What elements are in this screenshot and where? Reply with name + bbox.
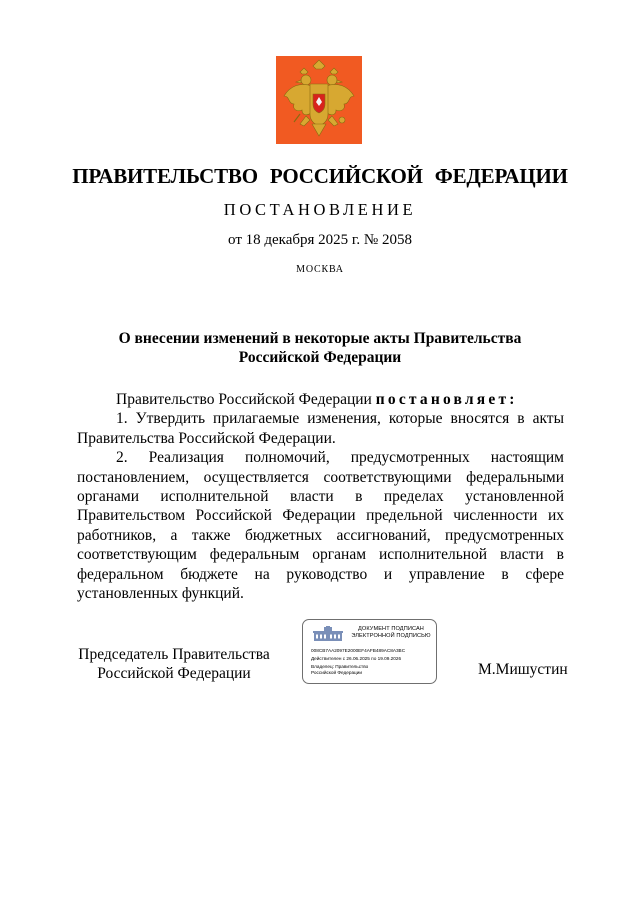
resolution-item-2: 2. Реализация полномочий, предусмотренных настоящим постановлением, осуществляется соответствующими федеральными органами исполнительной власти в пределах установленной Правительством Российской Федерации предельной численности их работников, а также бюджетных ассигнований, предусмотренных соответствующим федеральным органам исполнительной власти в федеральном бюджете на руководство и управление в сфере установленных функций. [77,449,564,603]
stamp-heading-line-1: ДОКУМЕНТ ПОДПИСАН [358,626,424,632]
intro-text: Правительство Российской Федерации [116,391,376,408]
document-date-number: от 18 декабря 2025 г. № 2058 [228,232,412,248]
subject-line-2: Российской Федерации [238,349,402,366]
signatory-position-line-2: Российской Федерации [97,665,251,683]
intro-verb: постановляет: [375,391,518,408]
resolution-intro [77,390,564,409]
certificate-serial: 008CB7AA2097E2000EF4AFB489AC8A3BC [311,648,406,653]
document-body [77,390,564,603]
certificate-validity: Действителен с 26.06.2025 по 19.09.2026 [311,656,402,661]
signatory-name: М.Мишустин [478,661,568,678]
document-city: МОСКВА [296,264,344,275]
document-type: ПОСТАНОВЛЕНИЕ [223,200,417,219]
document-subject [90,329,550,367]
subject-line-1: О внесении изменений в некоторые акты Правительства [118,330,522,347]
stamp-heading [347,626,435,640]
government-title: ПРАВИТЕЛЬСТВО РОССИЙСКОЙ ФЕДЕРАЦИИ [72,164,568,188]
resolution-item-1: 1. Утвердить прилагаемые изменения, которые вносятся в акты Правительства Российской Федерации. [77,410,564,447]
signatory-position [78,645,270,684]
stamp-heading-line-2: ЭЛЕКТРОННОЙ ПОДПИСЬЮ [351,633,431,639]
signatory-position-line-1: Председатель Правительства [78,646,270,663]
electronic-signature-stamp [302,619,437,684]
certificate-owner: Владелец: Правительство Российской Федерации [311,664,369,675]
government-building-icon [311,626,345,642]
coat-of-arms-icon [276,56,362,144]
